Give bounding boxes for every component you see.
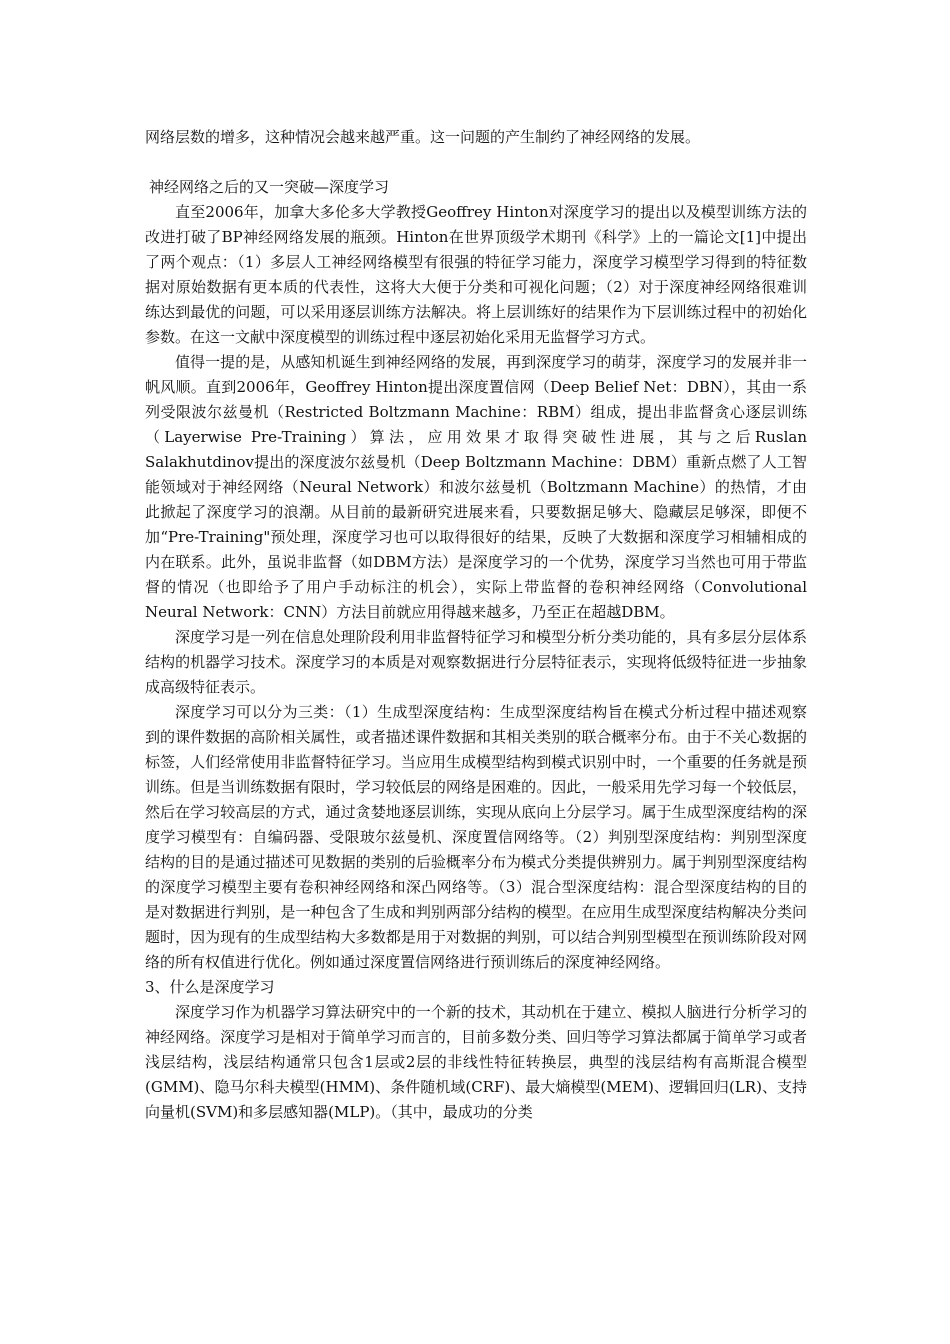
paragraph-continuation: 网络层数的增多，这种情况会越来越严重。这一问题的产生制约了神经网络的发展。: [145, 128, 701, 146]
paragraph-history: 值得一提的是，从感知机诞生到神经网络的发展，再到深度学习的萌芽，深度学习的发展并非一帆风顺。直到2006年，Geoffrey Hinton提出深度置信网（Deep Belief Net：DBN），其由一系列受限波尔兹曼机（Restricted Boltzmann Machine：RBM）组成，提出非监督贪心逐层训练（Layerwise Pre-Training）算法，应用效果才取得突破性进展，其与之后Ruslan Salakhutdinov提出的深度波尔兹曼机（Deep Boltzmann Machine：DBM）重新点燃了人工智能领域对于神经网络（Neural Network）和波尔兹曼机（Boltzmann Machine）的热情，才由此掀起了深度学习的浪潮。从目前的最新研究进展来看，只要数据足够大、隐藏层足够深，即便不加“Pre-Training"预处理，深度学习也可以取得很好的结果，反映了大数据和深度学习相辅相成的内在联系。此外，虽说非监督（如DBM方法）是深度学习的一个优势，深度学习当然也可用于带监督的情况（也即给予了用户手动标注的机会），实际上带监督的卷积神经网络（Convolutional Neural Network：CNN）方法目前就应用得越来越多，乃至正在超越DBM。: [145, 353, 807, 621]
paragraph-three-types: 深度学习可以分为三类：（1）生成型深度结构：生成型深度结构旨在模式分析过程中描述观察到的课件数据的高阶相关属性，或者描述课件数据和其相关类别的联合概率分布。由于不关心数据的标签，人们经常使用非监督特征学习。当应用生成模型结构到模式识别中时，一个重要的任务就是预训练。但是当训练数据有限时，学习较低层的网络是困难的。因此，一般采用先学习每一个较低层，然后在学习较高层的方式，通过贪婪地逐层训练，实现从底向上分层学习。属于生成型深度结构的深度学习模型有：自编码器、受限玻尔兹曼机、深度置信网络等。（2）判别型深度结构：判别型深度结构的目的是通过描述可见数据的类别的后验概率分布为模式分类提供辨别力。属于判别型深度结构的深度学习模型主要有卷积神经网络和深凸网络等。（3）混合型深度结构：混合型深度结构的目的是对数据进行判别，是一种包含了生成和判别两部分结构的模型。在应用生成型深度结构解决分类问题时，因为现有的生成型结构大多数都是用于对数据的判别，可以结合判别型模型在预训练阶段对网络的所有权值进行优化。例如通过深度置信网络进行预训练后的深度神经网络。: [145, 703, 807, 971]
document-body: [145, 125, 807, 1125]
paragraph-hinton-2006: 直至2006年，加拿大多伦多大学教授Geoffrey Hinton对深度学习的提出以及模型训练方法的改进打破了BP神经网络发展的瓶颈。Hinton在世界顶级学术期刊《科学》上的一篇论文[1]中提出了两个观点：（1）多层人工神经网络模型有很强的特征学习能力，深度学习模型学习得到的特征数据对原始数据有更本质的代表性，这将大大便于分类和可视化问题；（2）对于深度神经网络很难训练达到最优的问题，可以采用逐层训练方法解决。将上层训练好的结果作为下层训练过程中的初始化参数。在这一文献中深度模型的训练过程中逐层初始化采用无监督学习方式。: [145, 203, 807, 346]
paragraph-definition: 深度学习是一列在信息处理阶段利用非监督特征学习和模型分析分类功能的，具有多层分层体系结构的机器学习技术。深度学习的本质是对观察数据进行分层特征表示，实现将低级特征进一步抽象成高级特征表示。: [145, 628, 807, 696]
section-heading: 神经网络之后的又一突破—深度学习: [149, 178, 390, 196]
paragraph-what-is-deep-learning: 深度学习作为机器学习算法研究中的一个新的技术，其动机在于建立、模拟人脑进行分析学习的神经网络。深度学习是相对于简单学习而言的，目前多数分类、回归等学习算法都属于简单学习或者浅层结构，浅层结构通常只包含1层或2层的非线性特征转换层，典型的浅层结构有高斯混合模型(GMM)、隐马尔科夫模型(HMM)、条件随机域(CRF)、最大熵模型(MEM)、逻辑回归(LR)、支持向量机(SVM)和多层感知器(MLP)。（其中，最成功的分类: [145, 1003, 807, 1121]
numbered-heading: 3、什么是深度学习: [145, 978, 275, 996]
